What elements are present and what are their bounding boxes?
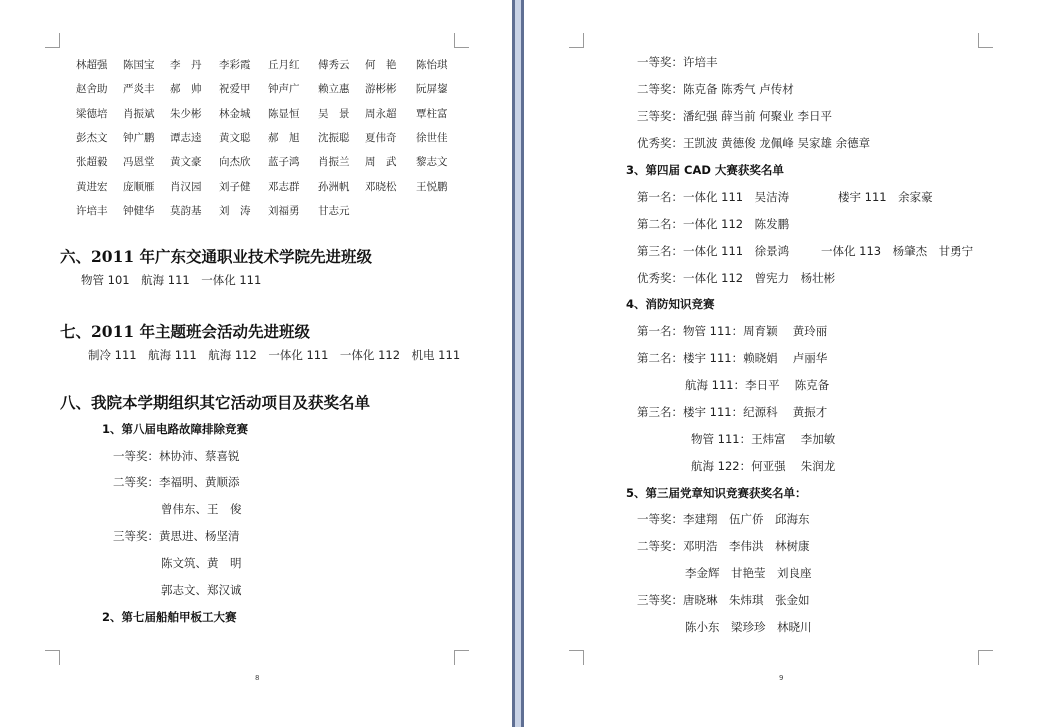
student-name: 刘福勇	[268, 205, 300, 217]
contest-2-heading: 2、第七届船舶甲板工大赛	[102, 610, 237, 624]
contest-1-third-prize-cont2: 郭志文、郑汉诚	[161, 583, 242, 597]
contest-3-third-b: 一体化 113 杨肇杰 甘勇宁	[821, 244, 974, 258]
student-name: 沈振聪	[318, 132, 350, 144]
crop-mark-top-left	[45, 33, 60, 48]
student-name: 黄进宏	[76, 181, 108, 193]
student-name: 庞顺雁	[123, 181, 155, 193]
student-name: 何 艳	[365, 59, 397, 71]
crop-mark-top-left	[569, 33, 584, 48]
student-name: 钟广鹏	[123, 132, 155, 144]
contest-1-third-prize: 三等奖：黄思进、杨坚清	[113, 529, 240, 543]
student-name: 郝 旭	[268, 132, 300, 144]
contest-5-third-cont: 陈小东 梁珍珍 林晓川	[685, 620, 812, 634]
contest-2-excellent-prize: 优秀奖：王凯波 黄德俊 龙佩峰 吴家雄 余德章	[637, 136, 871, 150]
student-name: 覃柱富	[416, 108, 448, 120]
student-name: 丘月红	[268, 59, 300, 71]
section-8-heading: 八、我院本学期组织其它活动项目及获奖名单	[60, 393, 371, 412]
student-name: 李 丹	[170, 59, 202, 71]
contest-5-second-cont: 李金辉 甘艳莹 刘良座	[685, 566, 812, 580]
student-name: 张超毅	[76, 156, 108, 168]
student-name: 钟健华	[123, 205, 155, 217]
student-name: 游彬彬	[365, 83, 397, 95]
student-name: 莫韵基	[170, 205, 202, 217]
student-name: 黄文豪	[170, 156, 202, 168]
crop-mark-top-right	[978, 33, 993, 48]
contest-3-first-a: 第一名：一体化 111 吴洁涛	[637, 190, 790, 204]
student-name: 严炎丰	[123, 83, 155, 95]
student-name: 肖汉园	[170, 181, 202, 193]
student-name: 邓晓松	[365, 181, 397, 193]
contest-4-first: 第一名：物管 111：周育颖 黄玲丽	[637, 324, 828, 338]
contest-3-second: 第二名：一体化 112 陈发鹏	[637, 217, 790, 231]
crop-mark-bottom-left	[569, 650, 584, 665]
left-page	[0, 0, 512, 727]
contest-2-second-prize: 二等奖：陈克备 陈秀气 卢传材	[637, 82, 794, 96]
section-6-classes: 物管 101 航海 111 一体化 111	[81, 273, 262, 287]
student-name: 祝爱甲	[219, 83, 251, 95]
student-name: 傅秀云	[318, 59, 350, 71]
student-name: 肖振斌	[123, 108, 155, 120]
contest-2-first-prize: 一等奖：许培丰	[637, 55, 718, 69]
contest-4-third-cont2: 航海 122：何亚强 朱润龙	[691, 459, 836, 473]
contest-3-excellent: 优秀奖：一体化 112 曾宪力 杨壮彬	[637, 271, 836, 285]
contest-5-second: 二等奖：邓明浩 李伟洪 林树康	[637, 539, 810, 553]
student-name: 钟声广	[268, 83, 300, 95]
contest-5-heading: 5、第三届党章知识竞赛获奖名单：	[626, 486, 807, 500]
student-name: 黎志文	[416, 156, 448, 168]
contest-4-second-cont: 航海 111：李日平 陈克备	[685, 378, 830, 392]
contest-5-first: 一等奖：李建翔 伍广侨 邱海东	[637, 512, 810, 526]
student-name: 孙洲帆	[318, 181, 350, 193]
crop-mark-bottom-right	[454, 650, 469, 665]
student-name: 夏伟奇	[365, 132, 397, 144]
contest-3-first-b: 楼宇 111 余家豪	[838, 190, 933, 204]
page-number: 9	[779, 674, 784, 682]
student-name: 刘子健	[219, 181, 251, 193]
student-name: 朱少彬	[170, 108, 202, 120]
student-name: 周 武	[365, 156, 397, 168]
crop-mark-bottom-right	[978, 650, 993, 665]
student-name: 邓志群	[268, 181, 300, 193]
student-name: 甘志元	[318, 205, 350, 217]
section-6-heading: 六、2011 年广东交通职业技术学院先进班级	[60, 247, 373, 266]
contest-4-second: 第二名：楼宇 111：赖晓娟 卢丽华	[637, 351, 828, 365]
student-name: 王悦鹏	[416, 181, 448, 193]
right-page	[524, 0, 1041, 727]
student-name: 李彩霞	[219, 59, 251, 71]
section-7-heading: 七、2011 年主题班会活动先进班级	[60, 322, 311, 341]
student-name: 冯恩堂	[123, 156, 155, 168]
contest-4-heading: 4、消防知识竞赛	[626, 297, 715, 311]
contest-4-third: 第三名：楼宇 111：纪源科 黄振才	[637, 405, 828, 419]
student-name: 林金城	[219, 108, 251, 120]
student-name: 赵舍助	[76, 83, 108, 95]
contest-3-third-a: 第三名：一体化 111 徐景鸿	[637, 244, 790, 258]
section-7-classes: 制冷 111 航海 111 航海 112 一体化 111 一体化 112 机电 111	[88, 348, 461, 362]
contest-1-second-prize-cont: 曾伟东、王 俊	[161, 502, 242, 516]
student-name: 向杰欣	[219, 156, 251, 168]
student-name: 许培丰	[76, 205, 108, 217]
contest-1-heading: 1、第八届电路故障排除竞赛	[102, 422, 249, 436]
student-name: 阮屏鋆	[416, 83, 448, 95]
student-name: 赖立惠	[318, 83, 350, 95]
student-name: 陈显恒	[268, 108, 300, 120]
student-name: 肖振兰	[318, 156, 350, 168]
student-name: 周永超	[365, 108, 397, 120]
contest-1-first-prize: 一等奖：林协沛、蔡喜锐	[113, 449, 240, 463]
contest-2-third-prize: 三等奖：潘纪强 薛当前 何聚业 李日平	[637, 109, 832, 123]
student-name: 刘 涛	[219, 205, 251, 217]
contest-5-third: 三等奖：唐晓琳 朱炜琪 张金如	[637, 593, 810, 607]
student-name: 彭杰文	[76, 132, 108, 144]
student-name: 黄文聪	[219, 132, 251, 144]
contest-1-second-prize: 二等奖：李福明、黄顺添	[113, 475, 240, 489]
student-name: 梁德培	[76, 108, 108, 120]
contest-1-third-prize-cont1: 陈文筑、黄 明	[161, 556, 242, 570]
contest-3-heading: 3、第四届 CAD 大赛获奖名单	[626, 163, 784, 177]
student-name: 郝 帅	[170, 83, 202, 95]
student-name: 徐世佳	[416, 132, 448, 144]
crop-mark-top-right	[454, 33, 469, 48]
page-gutter	[512, 0, 524, 727]
contest-4-third-cont1: 物管 111：王炜富 李加敏	[691, 432, 836, 446]
student-name: 谭志逵	[170, 132, 202, 144]
page-number: 8	[255, 674, 260, 682]
student-name: 吴 景	[318, 108, 350, 120]
student-name: 陈国宝	[123, 59, 155, 71]
student-name: 陈怡琪	[416, 59, 448, 71]
student-name: 林超强	[76, 59, 108, 71]
student-name: 蓝子鸿	[268, 156, 300, 168]
crop-mark-bottom-left	[45, 650, 60, 665]
